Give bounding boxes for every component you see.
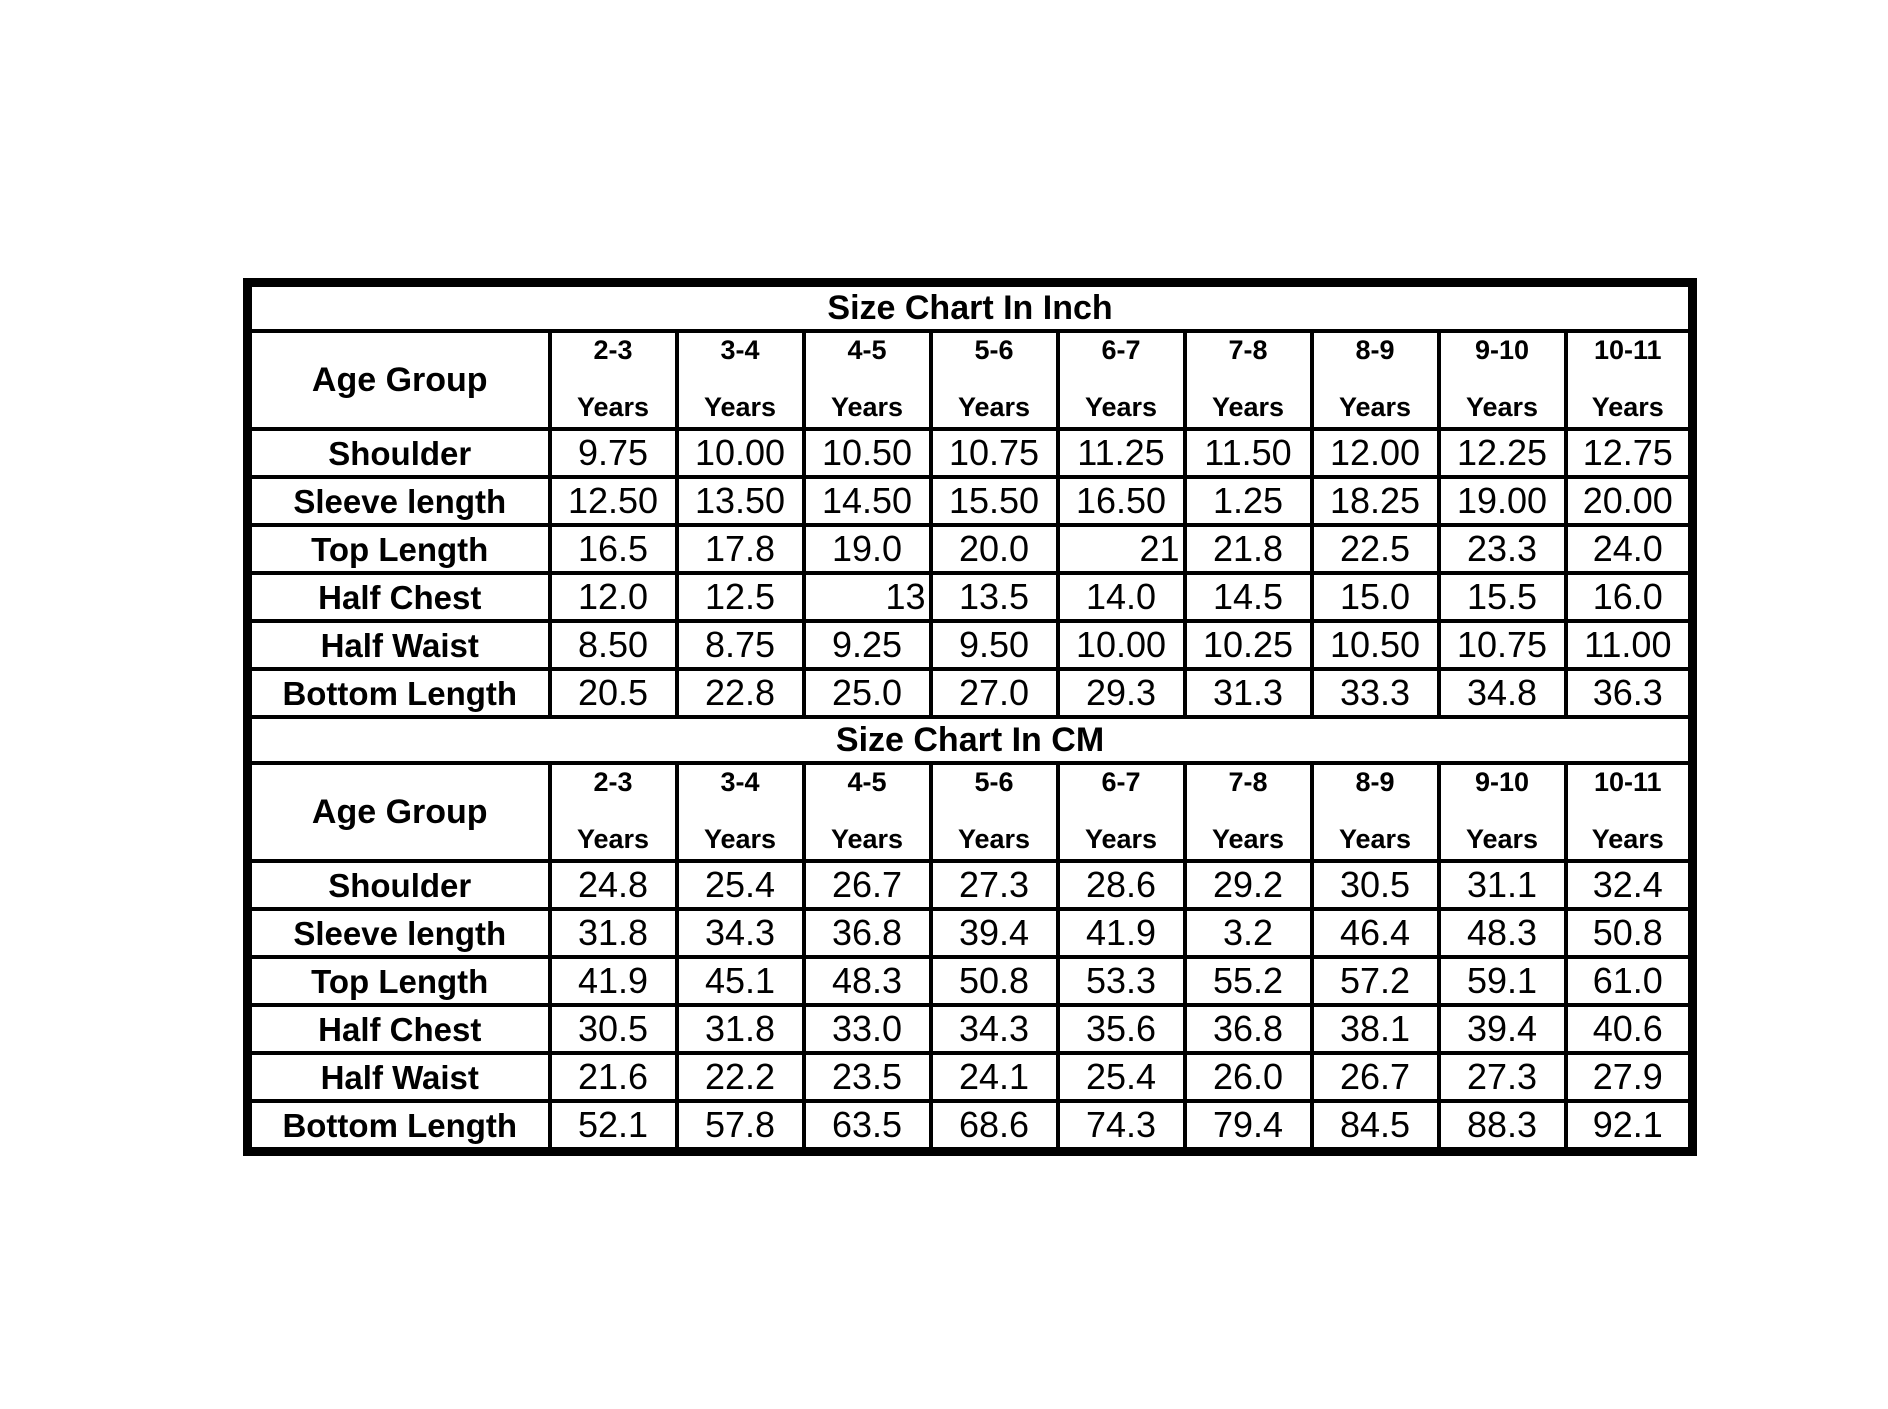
size-value-cell: 12.75 bbox=[1566, 429, 1693, 477]
size-value-cell: 11.50 bbox=[1185, 429, 1312, 477]
age-column-inner bbox=[1441, 765, 1564, 859]
size-value-cell: 15.0 bbox=[1312, 573, 1439, 621]
size-value-cell: 32.4 bbox=[1566, 861, 1693, 909]
size-value-cell: 57.2 bbox=[1312, 957, 1439, 1005]
table-row bbox=[248, 1053, 1693, 1101]
age-column-header bbox=[1058, 763, 1185, 861]
age-range: 4-5 bbox=[847, 335, 887, 365]
size-value-cell: 29.3 bbox=[1058, 669, 1185, 717]
age-range: 9-10 bbox=[1474, 335, 1530, 365]
age-column-inner bbox=[1060, 333, 1183, 427]
size-value-cell: 40.6 bbox=[1566, 1005, 1693, 1053]
table-row bbox=[248, 669, 1693, 717]
age-column-header bbox=[1566, 331, 1693, 429]
size-value-cell: 10.50 bbox=[1312, 621, 1439, 669]
size-value-cell: 20.00 bbox=[1566, 477, 1693, 525]
age-column-header bbox=[550, 331, 677, 429]
table-row bbox=[248, 429, 1693, 477]
size-value-cell: 16.0 bbox=[1566, 573, 1693, 621]
size-value-cell: 9.75 bbox=[550, 429, 677, 477]
size-value-cell: 8.50 bbox=[550, 621, 677, 669]
size-value-cell: 88.3 bbox=[1439, 1101, 1566, 1152]
measurement-label: Bottom Length bbox=[248, 669, 550, 717]
age-column-inner bbox=[679, 333, 802, 427]
age-range: 4-5 bbox=[847, 767, 887, 797]
age-column-inner bbox=[1060, 765, 1183, 859]
age-range: 10-11 bbox=[1593, 767, 1662, 797]
size-value-cell: 34.3 bbox=[677, 909, 804, 957]
age-range: 6-7 bbox=[1101, 335, 1141, 365]
age-column-inner bbox=[1187, 765, 1310, 859]
size-value-cell: 50.8 bbox=[931, 957, 1058, 1005]
size-value-cell: 84.5 bbox=[1312, 1101, 1439, 1152]
age-group-label: Age Group bbox=[248, 331, 550, 429]
size-value-cell: 29.2 bbox=[1185, 861, 1312, 909]
size-value-cell: 10.75 bbox=[931, 429, 1058, 477]
size-value-cell: 30.5 bbox=[550, 1005, 677, 1053]
age-column-inner bbox=[933, 333, 1056, 427]
size-value-cell: 26.7 bbox=[1312, 1053, 1439, 1101]
age-unit: Years bbox=[703, 824, 777, 854]
size-value-cell: 48.3 bbox=[804, 957, 931, 1005]
size-value-cell: 14.50 bbox=[804, 477, 931, 525]
age-unit: Years bbox=[1591, 392, 1664, 422]
size-value-cell: 25.4 bbox=[677, 861, 804, 909]
size-value-cell: 45.1 bbox=[677, 957, 804, 1005]
size-value-cell: 18.25 bbox=[1312, 477, 1439, 525]
size-value-cell: 13.5 bbox=[931, 573, 1058, 621]
size-value-cell: 61.0 bbox=[1566, 957, 1693, 1005]
size-value-cell: 52.1 bbox=[550, 1101, 677, 1152]
size-value-cell: 14.0 bbox=[1058, 573, 1185, 621]
size-value-cell: 33.0 bbox=[804, 1005, 931, 1053]
size-value-cell: 23.3 bbox=[1439, 525, 1566, 573]
size-value-cell: 10.50 bbox=[804, 429, 931, 477]
size-value-cell: 74.3 bbox=[1058, 1101, 1185, 1152]
age-column-inner bbox=[1441, 333, 1564, 427]
size-value-cell: 1.25 bbox=[1185, 477, 1312, 525]
size-value-cell: 12.5 bbox=[677, 573, 804, 621]
size-value-cell: 16.5 bbox=[550, 525, 677, 573]
measurement-label: Half Chest bbox=[248, 1005, 550, 1053]
age-range: 6-7 bbox=[1101, 767, 1141, 797]
size-value-cell: 24.0 bbox=[1566, 525, 1693, 573]
size-value-cell: 19.00 bbox=[1439, 477, 1566, 525]
size-value-cell: 25.4 bbox=[1058, 1053, 1185, 1101]
age-unit: Years bbox=[830, 824, 904, 854]
age-group-header-row bbox=[248, 331, 1693, 429]
age-column-inner bbox=[806, 765, 929, 859]
measurement-label: Half Waist bbox=[248, 1053, 550, 1101]
age-range: 3-4 bbox=[720, 335, 760, 365]
measurement-label: Half Waist bbox=[248, 621, 550, 669]
age-column-header bbox=[1439, 331, 1566, 429]
size-value-cell: 63.5 bbox=[804, 1101, 931, 1152]
size-value-cell: 68.6 bbox=[931, 1101, 1058, 1152]
size-value-cell: 38.1 bbox=[1312, 1005, 1439, 1053]
size-value-cell: 9.25 bbox=[804, 621, 931, 669]
table-row bbox=[248, 909, 1693, 957]
age-column-inner bbox=[806, 333, 929, 427]
size-value-cell: 10.25 bbox=[1185, 621, 1312, 669]
size-value-cell: 12.50 bbox=[550, 477, 677, 525]
age-unit: Years bbox=[1211, 392, 1285, 422]
table-row bbox=[248, 477, 1693, 525]
size-value-cell: 31.8 bbox=[677, 1005, 804, 1053]
age-column-header bbox=[1185, 763, 1312, 861]
size-value-cell: 9.50 bbox=[931, 621, 1058, 669]
size-value-cell: 22.5 bbox=[1312, 525, 1439, 573]
age-range: 8-9 bbox=[1355, 767, 1395, 797]
size-value-cell: 12.00 bbox=[1312, 429, 1439, 477]
measurement-label: Half Chest bbox=[248, 573, 550, 621]
size-value-cell: 41.9 bbox=[550, 957, 677, 1005]
size-value-cell: 20.0 bbox=[931, 525, 1058, 573]
size-value-cell: 39.4 bbox=[931, 909, 1058, 957]
age-group-header-row bbox=[248, 763, 1693, 861]
age-column-header bbox=[1439, 763, 1566, 861]
size-value-cell: 24.1 bbox=[931, 1053, 1058, 1101]
age-range: 3-4 bbox=[720, 767, 760, 797]
size-value-cell: 39.4 bbox=[1439, 1005, 1566, 1053]
size-value-cell: 3.2 bbox=[1185, 909, 1312, 957]
size-value-cell: 19.0 bbox=[804, 525, 931, 573]
size-value-cell: 12.25 bbox=[1439, 429, 1566, 477]
age-range: 5-6 bbox=[974, 335, 1014, 365]
age-column-header bbox=[1185, 331, 1312, 429]
size-value-cell: 36.3 bbox=[1566, 669, 1693, 717]
size-value-cell: 21.8 bbox=[1185, 525, 1312, 573]
size-value-cell: 34.8 bbox=[1439, 669, 1566, 717]
size-value-cell: 41.9 bbox=[1058, 909, 1185, 957]
size-chart-body bbox=[248, 283, 1693, 1152]
size-value-cell: 23.5 bbox=[804, 1053, 931, 1101]
size-value-cell: 24.8 bbox=[550, 861, 677, 909]
age-column-header bbox=[804, 331, 931, 429]
age-column-header bbox=[931, 763, 1058, 861]
size-value-cell: 26.7 bbox=[804, 861, 931, 909]
measurement-label: Shoulder bbox=[248, 861, 550, 909]
age-unit: Years bbox=[576, 392, 650, 422]
age-unit: Years bbox=[1591, 824, 1664, 854]
size-value-cell: 8.75 bbox=[677, 621, 804, 669]
age-column-inner bbox=[679, 765, 802, 859]
age-unit: Years bbox=[830, 392, 904, 422]
size-value-cell: 59.1 bbox=[1439, 957, 1566, 1005]
age-column-header bbox=[677, 763, 804, 861]
age-column-header bbox=[1058, 331, 1185, 429]
size-value-cell: 92.1 bbox=[1566, 1101, 1693, 1152]
section-title: Size Chart In CM bbox=[248, 717, 1693, 763]
size-value-cell: 20.5 bbox=[550, 669, 677, 717]
measurement-label: Sleeve length bbox=[248, 909, 550, 957]
size-value-cell: 28.6 bbox=[1058, 861, 1185, 909]
age-column-inner bbox=[1568, 765, 1689, 859]
age-column-header bbox=[1566, 763, 1693, 861]
size-value-cell: 25.0 bbox=[804, 669, 931, 717]
size-value-cell: 79.4 bbox=[1185, 1101, 1312, 1152]
age-range: 10-11 bbox=[1593, 335, 1662, 365]
age-range: 5-6 bbox=[974, 767, 1014, 797]
age-range: 2-3 bbox=[593, 335, 633, 365]
size-value-cell: 34.3 bbox=[931, 1005, 1058, 1053]
age-column-inner bbox=[552, 765, 675, 859]
age-column-inner bbox=[933, 765, 1056, 859]
age-column-header bbox=[1312, 763, 1439, 861]
section-title: Size Chart In Inch bbox=[248, 283, 1693, 332]
size-value-cell: 31.3 bbox=[1185, 669, 1312, 717]
age-unit: Years bbox=[1465, 392, 1539, 422]
size-value-cell: 55.2 bbox=[1185, 957, 1312, 1005]
age-unit: Years bbox=[1084, 824, 1158, 854]
measurement-label: Sleeve length bbox=[248, 477, 550, 525]
age-column-header bbox=[677, 331, 804, 429]
size-value-cell: 27.3 bbox=[1439, 1053, 1566, 1101]
table-row bbox=[248, 621, 1693, 669]
size-value-cell: 31.8 bbox=[550, 909, 677, 957]
age-column-header bbox=[931, 331, 1058, 429]
age-range: 7-8 bbox=[1228, 767, 1268, 797]
size-value-cell: 53.3 bbox=[1058, 957, 1185, 1005]
age-unit: Years bbox=[1084, 392, 1158, 422]
measurement-label: Bottom Length bbox=[248, 1101, 550, 1152]
age-column-header bbox=[550, 763, 677, 861]
size-value-cell: 33.3 bbox=[1312, 669, 1439, 717]
size-value-cell: 30.5 bbox=[1312, 861, 1439, 909]
age-column-inner bbox=[1314, 765, 1437, 859]
table-row bbox=[248, 525, 1693, 573]
size-value-cell: 13 bbox=[804, 573, 931, 621]
size-value-cell: 22.2 bbox=[677, 1053, 804, 1101]
size-value-cell: 21 bbox=[1058, 525, 1185, 573]
size-value-cell: 10.00 bbox=[1058, 621, 1185, 669]
age-unit: Years bbox=[1211, 824, 1285, 854]
size-value-cell: 12.0 bbox=[550, 573, 677, 621]
size-value-cell: 36.8 bbox=[1185, 1005, 1312, 1053]
size-value-cell: 26.0 bbox=[1185, 1053, 1312, 1101]
size-value-cell: 17.8 bbox=[677, 525, 804, 573]
table-row bbox=[248, 1005, 1693, 1053]
size-value-cell: 48.3 bbox=[1439, 909, 1566, 957]
size-value-cell: 22.8 bbox=[677, 669, 804, 717]
age-unit: Years bbox=[703, 392, 777, 422]
table-row bbox=[248, 861, 1693, 909]
age-unit: Years bbox=[1338, 824, 1412, 854]
age-unit: Years bbox=[1465, 824, 1539, 854]
age-column-header bbox=[1312, 331, 1439, 429]
size-value-cell: 13.50 bbox=[677, 477, 804, 525]
size-value-cell: 10.00 bbox=[677, 429, 804, 477]
age-unit: Years bbox=[576, 824, 650, 854]
table-row bbox=[248, 957, 1693, 1005]
measurement-label: Top Length bbox=[248, 957, 550, 1005]
table-row bbox=[248, 573, 1693, 621]
size-value-cell: 10.75 bbox=[1439, 621, 1566, 669]
size-value-cell: 50.8 bbox=[1566, 909, 1693, 957]
size-chart-table bbox=[243, 278, 1697, 1156]
size-value-cell: 57.8 bbox=[677, 1101, 804, 1152]
age-column-header bbox=[804, 763, 931, 861]
age-range: 8-9 bbox=[1355, 335, 1395, 365]
size-value-cell: 46.4 bbox=[1312, 909, 1439, 957]
age-range: 9-10 bbox=[1474, 767, 1530, 797]
size-value-cell: 15.5 bbox=[1439, 573, 1566, 621]
age-column-inner bbox=[1568, 333, 1689, 427]
age-unit: Years bbox=[957, 392, 1031, 422]
size-value-cell: 15.50 bbox=[931, 477, 1058, 525]
age-column-inner bbox=[552, 333, 675, 427]
size-value-cell: 27.3 bbox=[931, 861, 1058, 909]
size-value-cell: 35.6 bbox=[1058, 1005, 1185, 1053]
size-value-cell: 16.50 bbox=[1058, 477, 1185, 525]
size-value-cell: 21.6 bbox=[550, 1053, 677, 1101]
size-value-cell: 11.00 bbox=[1566, 621, 1693, 669]
age-column-inner bbox=[1314, 333, 1437, 427]
age-unit: Years bbox=[957, 824, 1031, 854]
size-value-cell: 27.0 bbox=[931, 669, 1058, 717]
age-range: 7-8 bbox=[1228, 335, 1268, 365]
size-value-cell: 11.25 bbox=[1058, 429, 1185, 477]
size-value-cell: 36.8 bbox=[804, 909, 931, 957]
table-row bbox=[248, 1101, 1693, 1152]
measurement-label: Top Length bbox=[248, 525, 550, 573]
section-title-row bbox=[248, 283, 1693, 332]
age-column-inner bbox=[1187, 333, 1310, 427]
age-group-label: Age Group bbox=[248, 763, 550, 861]
age-unit: Years bbox=[1338, 392, 1412, 422]
size-value-cell: 31.1 bbox=[1439, 861, 1566, 909]
age-range: 2-3 bbox=[593, 767, 633, 797]
measurement-label: Shoulder bbox=[248, 429, 550, 477]
size-value-cell: 27.9 bbox=[1566, 1053, 1693, 1101]
section-title-row bbox=[248, 717, 1693, 763]
size-value-cell: 14.5 bbox=[1185, 573, 1312, 621]
